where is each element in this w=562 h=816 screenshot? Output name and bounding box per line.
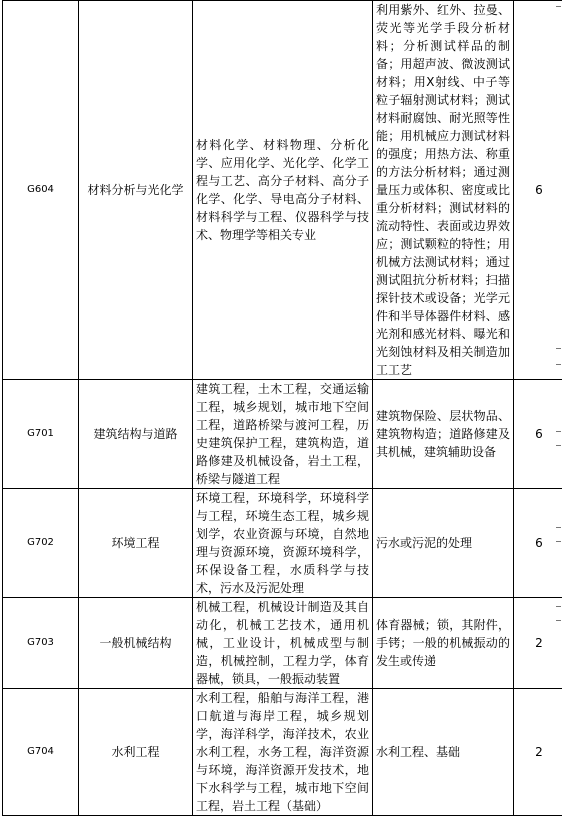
code-cell: G703 <box>3 598 79 689</box>
classification-table <box>2 0 562 816</box>
code-cell: G704 <box>3 689 79 816</box>
table-row <box>3 1 562 380</box>
name-cell: 一般机械结构 <box>79 598 193 689</box>
majors-cell: 水利工程，船舶与海洋工程，港口航道与海岸工程，城乡规划学，海洋科学，海洋技术，农业水利工程，水务工程，海洋资源与环境，海洋资源开发技术，地下水科学与工程，城市地下空间工程，岩土工程（基础） <box>193 689 373 816</box>
page-edge-mark <box>556 527 561 528</box>
table-row <box>3 380 562 489</box>
code-cell: G604 <box>3 1 79 380</box>
code-cell: G702 <box>3 489 79 598</box>
table-row <box>3 598 562 689</box>
scope-cell: 利用紫外、红外、拉曼、荧光等光学手段分析材料；分析测试样品的制备；用超声波、微波测试材料；用Ⅹ射线、中子等粒子辐射测试材料；测试材料耐腐蚀、耐光照等性能；用机械应力测试材料的强度；用热方法、称重的方法分析材料；通过测量压力或体积、密度或比重分析材料；测试材料的流动特性、表面或边界效应；测试颗粒的特性；用机械方法测试材料；通过测试阻抗分析材料；扫描探针技术或设备；光学元件和半导体器件材料、感光剂和感光材料、曝光和光刻蚀材料及相关制造加工工艺 <box>373 1 514 380</box>
name-cell: 建筑结构与道路 <box>79 380 193 489</box>
scope-cell: 污水或污泥的处理 <box>373 489 514 598</box>
page-edge-mark <box>556 606 561 607</box>
majors-cell: 材料化学、材料物理、分析化学、应用化学、光化学、化学工程与工艺、高分子材料、高分子化学、化学、导电高分子材料、材料科学与工程、仪器科学与技术、物理学等相关专业 <box>193 1 373 380</box>
page-edge-mark <box>556 620 561 621</box>
majors-cell: 环境工程，环境科学，环境科学与工程，环境生态工程，城乡规划学，农业资源与环境，自然地理与资源环境，资源环境科学，环保设备工程，水质科学与技术，污水及污泥处理 <box>193 489 373 598</box>
count-cell: 2 <box>514 689 562 816</box>
table-row <box>3 689 562 816</box>
page-edge-mark <box>556 6 561 7</box>
page-edge-mark <box>556 364 561 365</box>
page-edge-mark <box>556 431 561 432</box>
name-cell: 水利工程 <box>79 689 193 816</box>
scope-cell: 建筑物保险、层状物品、建筑物构造；道路修建及其机械，建筑辅助设备 <box>373 380 514 489</box>
page-edge-mark <box>556 348 561 349</box>
majors-cell: 机械工程，机械设计制造及其自动化，机械工艺技术，通用机械，工业设计，机械成型与制造，机械控制，工程力学，体育器械，锁具，一般振动装置 <box>193 598 373 689</box>
count-cell: 6 <box>514 1 562 380</box>
count-cell: 2 <box>514 598 562 689</box>
scope-cell: 水利工程、基础 <box>373 689 514 816</box>
scope-cell: 体育器械；锁，其附件，手铐；一般的机械振动的发生或传递 <box>373 598 514 689</box>
count-cell: 6 <box>514 380 562 489</box>
code-cell: G701 <box>3 380 79 489</box>
page-edge-mark <box>556 541 561 542</box>
name-cell: 环境工程 <box>79 489 193 598</box>
count-cell: 6 <box>514 489 562 598</box>
majors-cell: 建筑工程，土木工程，交通运输工程，城乡规划，城市地下空间工程，道路桥梁与渡河工程，历史建筑保护工程，建筑构造，道路修建及机械设备，岩土工程，桥梁与隧道工程 <box>193 380 373 489</box>
name-cell: 材料分析与光化学 <box>79 1 193 380</box>
page-edge-mark <box>556 445 561 446</box>
table-row <box>3 489 562 598</box>
